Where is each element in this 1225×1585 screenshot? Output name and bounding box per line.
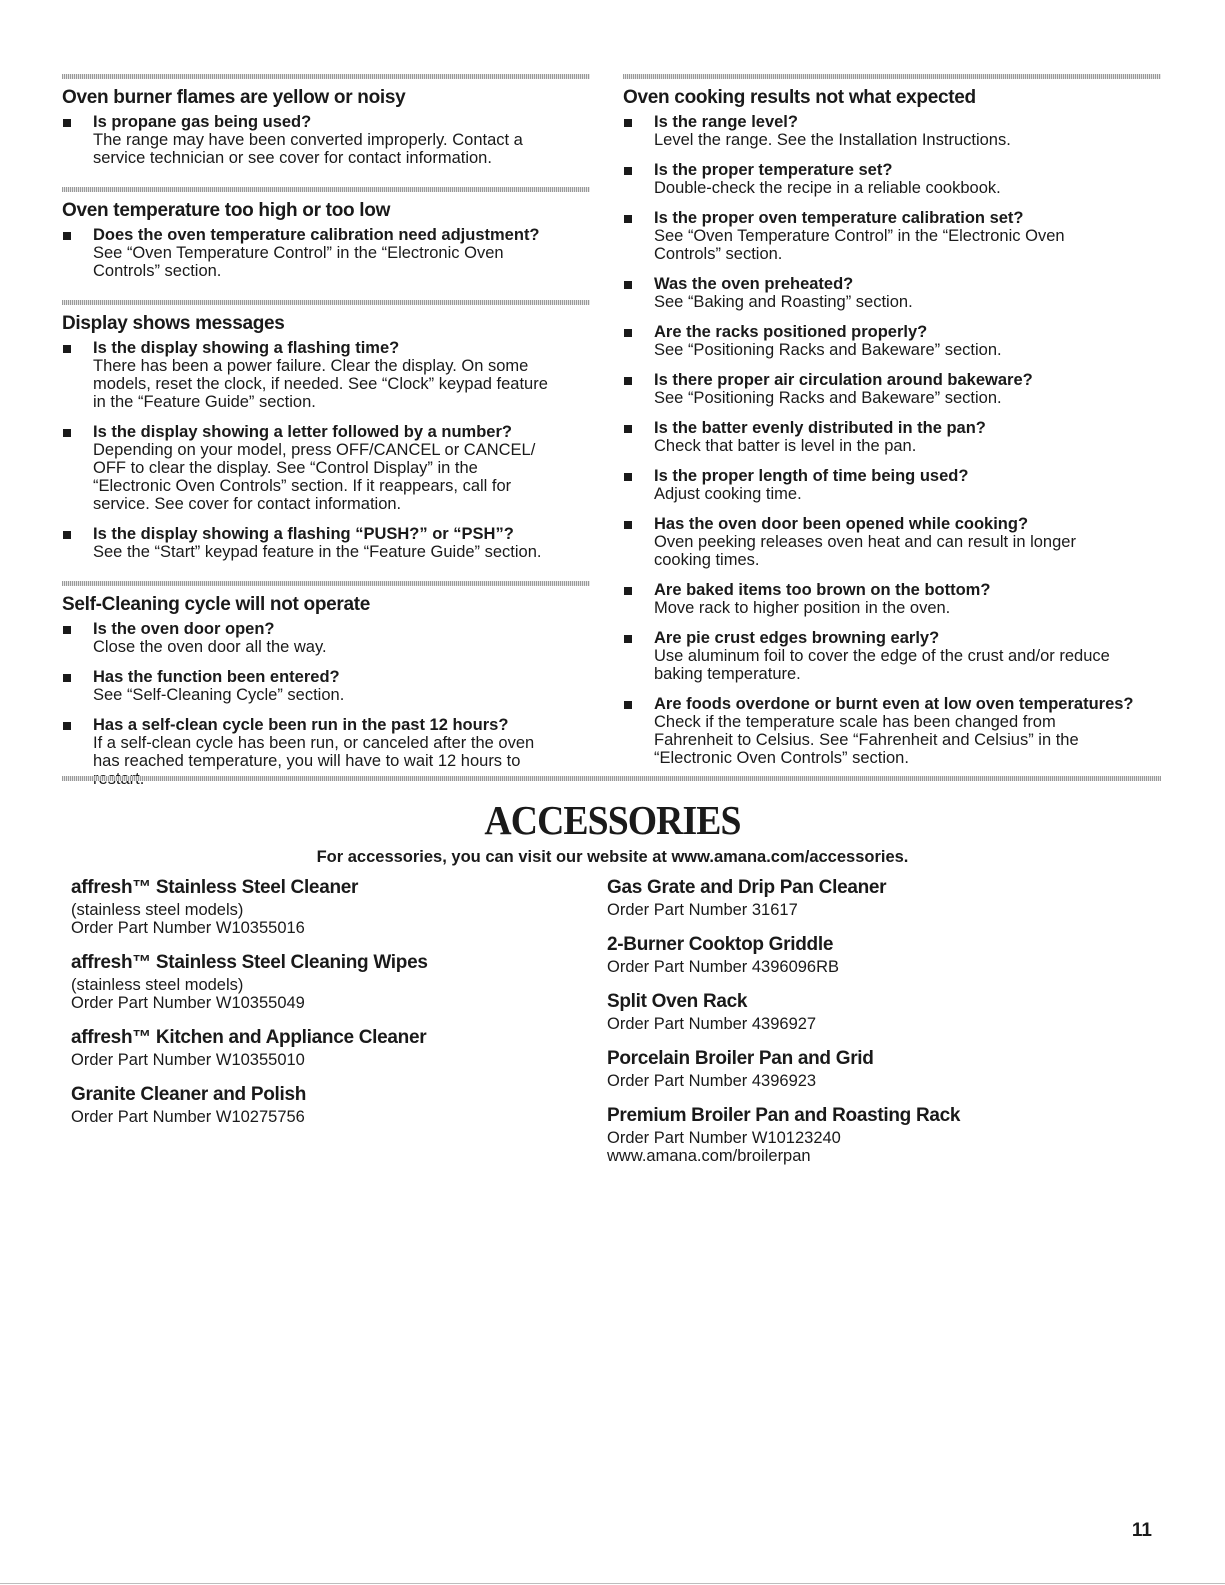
- item-question: Are foods overdone or burnt even at low oven temperatures?: [654, 695, 1134, 713]
- item-answer-line: See “Positioning Racks and Bakeware” section.: [654, 341, 1002, 359]
- accessory-detail: Order Part Number W10355049: [71, 994, 305, 1012]
- item-answer-line: See “Self-Cleaning Cycle” section.: [93, 686, 345, 704]
- square-bullet-icon: [63, 531, 71, 539]
- page-edge-line: [0, 1583, 1225, 1584]
- item-answer-line: See “Positioning Racks and Bakeware” section.: [654, 389, 1002, 407]
- section-title: Display shows messages: [62, 313, 285, 334]
- square-bullet-icon: [63, 626, 71, 634]
- item-question: Is the proper temperature set?: [654, 161, 893, 179]
- section-title: Oven burner flames are yellow or noisy: [62, 87, 406, 108]
- item-answer-line: in the “Feature Guide” section.: [93, 393, 316, 411]
- item-question: Is the proper length of time being used?: [654, 467, 969, 485]
- accessory-item: [71, 876, 571, 937]
- item-answer-line: See “Oven Temperature Control” in the “Electronic Oven: [93, 244, 504, 262]
- accessory-detail: Order Part Number W10275756: [71, 1108, 305, 1126]
- accessory-name: Split Oven Rack: [607, 991, 748, 1012]
- troubleshooting-item: [623, 419, 1161, 455]
- accessory-detail: (stainless steel models): [71, 976, 244, 994]
- accessory-detail: Order Part Number 4396927: [607, 1015, 817, 1033]
- accessory-detail: Order Part Number 4396096RB: [607, 958, 840, 976]
- troubleshooting-item: [62, 113, 590, 167]
- troubleshooting-item: [623, 371, 1161, 407]
- accessory-detail: Order Part Number 31617: [607, 901, 798, 919]
- square-bullet-icon: [624, 167, 632, 175]
- accessory-name: Gas Grate and Drip Pan Cleaner: [607, 877, 887, 898]
- accessory-item: [71, 1083, 571, 1126]
- square-bullet-icon: [63, 345, 71, 353]
- accessory-item: [607, 933, 1147, 976]
- troubleshooting-left-column: [62, 66, 590, 796]
- accessory-detail: Order Part Number W10123240: [607, 1129, 841, 1147]
- troubleshooting-item: [623, 275, 1161, 311]
- square-bullet-icon: [624, 119, 632, 127]
- item-question: Is the oven door open?: [93, 620, 275, 638]
- item-answer-line: Depending on your model, press OFF/CANCEL or CANCEL/: [93, 441, 536, 459]
- troubleshooting-right-column: [623, 66, 1161, 775]
- section-divider: [62, 74, 590, 79]
- item-answer-line: If a self-clean cycle has been run, or canceled after the oven: [93, 734, 535, 752]
- item-question: Are baked items too brown on the bottom?: [654, 581, 991, 599]
- troubleshooting-item: [623, 629, 1161, 683]
- accessory-item: [607, 876, 1147, 919]
- square-bullet-icon: [624, 329, 632, 337]
- troubleshooting-item: [623, 695, 1161, 767]
- item-question: Are pie crust edges browning early?: [654, 629, 940, 647]
- square-bullet-icon: [63, 232, 71, 240]
- item-answer-line: See the “Start” keypad feature in the “Feature Guide” section.: [93, 543, 542, 561]
- item-answer-line: Oven peeking releases oven heat and can result in longer: [654, 533, 1076, 551]
- item-answer-line: Check if the temperature scale has been changed from: [654, 713, 1056, 731]
- troubleshooting-item: [623, 515, 1161, 569]
- accessories-left-column: [71, 876, 571, 1140]
- item-question: Is the batter evenly distributed in the pan?: [654, 419, 986, 437]
- troubleshooting-item: [62, 668, 590, 704]
- accessory-item: [71, 951, 571, 1012]
- accessory-item: [71, 1026, 571, 1069]
- section-divider: [62, 187, 590, 192]
- item-question: Is the display showing a flashing time?: [93, 339, 400, 357]
- square-bullet-icon: [624, 425, 632, 433]
- section-divider: [623, 74, 1161, 79]
- section-title: Oven temperature too high or too low: [62, 200, 391, 221]
- square-bullet-icon: [624, 377, 632, 385]
- accessory-item: [607, 1047, 1147, 1090]
- troubleshooting-item: [62, 525, 590, 561]
- troubleshooting-item: [623, 467, 1161, 503]
- item-answer-line: “Electronic Oven Controls” section.: [654, 749, 909, 767]
- item-answer-line: The range may have been converted improperly. Contact a: [93, 131, 523, 149]
- troubleshooting-item: [623, 323, 1161, 359]
- item-answer-line: Check that batter is level in the pan.: [654, 437, 917, 455]
- item-answer-line: Controls” section.: [93, 262, 222, 280]
- page-number: 11: [1131, 1520, 1152, 1541]
- troubleshooting-item: [62, 620, 590, 656]
- section-title: Self-Cleaning cycle will not operate: [62, 594, 371, 615]
- item-question: Is the proper oven temperature calibration set?: [654, 209, 1024, 227]
- accessory-detail: Order Part Number W10355010: [71, 1051, 305, 1069]
- item-question: Is the display showing a letter followed by a number?: [93, 423, 512, 441]
- square-bullet-icon: [624, 701, 632, 709]
- troubleshooting-section: [62, 179, 590, 280]
- accessories-intro: For accessories, you can visit our website at www.amana.com/accessories.: [316, 848, 909, 866]
- troubleshooting-item: [623, 581, 1161, 617]
- square-bullet-icon: [624, 521, 632, 529]
- item-answer-line: Move rack to higher position in the oven.: [654, 599, 951, 617]
- troubleshooting-section: [62, 292, 590, 561]
- accessory-name: Premium Broiler Pan and Roasting Rack: [607, 1105, 961, 1126]
- item-answer-line: See “Oven Temperature Control” in the “Electronic Oven: [654, 227, 1065, 245]
- item-answer-line: Double-check the recipe in a reliable cookbook.: [654, 179, 1001, 197]
- item-answer-line: “Electronic Oven Controls” section. If it reappears, call for: [93, 477, 512, 495]
- item-question: Has the function been entered?: [93, 668, 340, 686]
- item-question: Was the oven preheated?: [654, 275, 854, 293]
- square-bullet-icon: [624, 587, 632, 595]
- accessory-detail: www.amana.com/broilerpan: [607, 1147, 811, 1165]
- accessory-detail: (stainless steel models): [71, 901, 244, 919]
- item-answer-line: cooking times.: [654, 551, 760, 569]
- item-question: Are the racks positioned properly?: [654, 323, 928, 341]
- section-divider: [62, 776, 1161, 781]
- item-question: Has a self-clean cycle been run in the past 12 hours?: [93, 716, 509, 734]
- accessory-detail: Order Part Number W10355016: [71, 919, 305, 937]
- square-bullet-icon: [624, 281, 632, 289]
- item-answer-line: models, reset the clock, if needed. See “Clock” keypad feature: [93, 375, 548, 393]
- accessory-name: Porcelain Broiler Pan and Grid: [607, 1048, 874, 1069]
- troubleshooting-section: [62, 573, 590, 788]
- square-bullet-icon: [624, 215, 632, 223]
- troubleshooting-item: [623, 209, 1161, 263]
- accessory-name: Granite Cleaner and Polish: [71, 1084, 307, 1105]
- item-answer-line: Close the oven door all the way.: [93, 638, 327, 656]
- item-answer-line: There has been a power failure. Clear the display. On some: [93, 357, 529, 375]
- accessories-heading: ACCESSORIES: [484, 797, 741, 843]
- section-divider: [62, 581, 590, 586]
- accessory-item: [607, 1104, 1147, 1165]
- item-answer-line: See “Baking and Roasting” section.: [654, 293, 913, 311]
- troubleshooting-item: [623, 161, 1161, 197]
- item-answer-line: Fahrenheit to Celsius. See “Fahrenheit and Celsius” in the: [654, 731, 1079, 749]
- accessory-name: affresh™ Stainless Steel Cleaning Wipes: [71, 952, 428, 973]
- accessory-detail: Order Part Number 4396923: [607, 1072, 817, 1090]
- accessory-name: affresh™ Kitchen and Appliance Cleaner: [71, 1027, 427, 1048]
- troubleshooting-section: [62, 66, 590, 167]
- item-answer-line: Controls” section.: [654, 245, 783, 263]
- item-answer-line: has reached temperature, you will have to wait 12 hours to: [93, 752, 521, 770]
- troubleshooting-item: [623, 113, 1161, 149]
- item-answer-line: baking temperature.: [654, 665, 801, 683]
- troubleshooting-item: [62, 423, 590, 513]
- item-answer-line: service technician or see cover for contact information.: [93, 149, 492, 167]
- accessory-name: 2-Burner Cooktop Griddle: [607, 934, 834, 955]
- item-question: Is there proper air circulation around bakeware?: [654, 371, 1033, 389]
- item-answer-line: Level the range. See the Installation Instructions.: [654, 131, 1011, 149]
- square-bullet-icon: [63, 429, 71, 437]
- troubleshooting-item: [62, 226, 590, 280]
- section-divider: [62, 300, 590, 305]
- accessory-item: [607, 990, 1147, 1033]
- item-answer-line: service. See cover for contact information.: [93, 495, 402, 513]
- item-answer-line: OFF to clear the display. See “Control Display” in the: [93, 459, 478, 477]
- item-question: Has the oven door been opened while cooking?: [654, 515, 1029, 533]
- item-question: Is the range level?: [654, 113, 798, 131]
- troubleshooting-item: [62, 339, 590, 411]
- square-bullet-icon: [63, 722, 71, 730]
- item-answer-line: Adjust cooking time.: [654, 485, 802, 503]
- square-bullet-icon: [63, 674, 71, 682]
- troubleshooting-section: [623, 66, 1161, 767]
- accessories-right-column: [607, 876, 1147, 1179]
- item-question: Is propane gas being used?: [93, 113, 312, 131]
- item-answer-line: Use aluminum foil to cover the edge of the crust and/or reduce: [654, 647, 1110, 665]
- square-bullet-icon: [63, 119, 71, 127]
- square-bullet-icon: [624, 473, 632, 481]
- accessory-name: affresh™ Stainless Steel Cleaner: [71, 877, 359, 898]
- item-question: Is the display showing a flashing “PUSH?” or “PSH”?: [93, 525, 514, 543]
- square-bullet-icon: [624, 635, 632, 643]
- section-title: Oven cooking results not what expected: [623, 87, 976, 108]
- item-question: Does the oven temperature calibration need adjustment?: [93, 226, 540, 244]
